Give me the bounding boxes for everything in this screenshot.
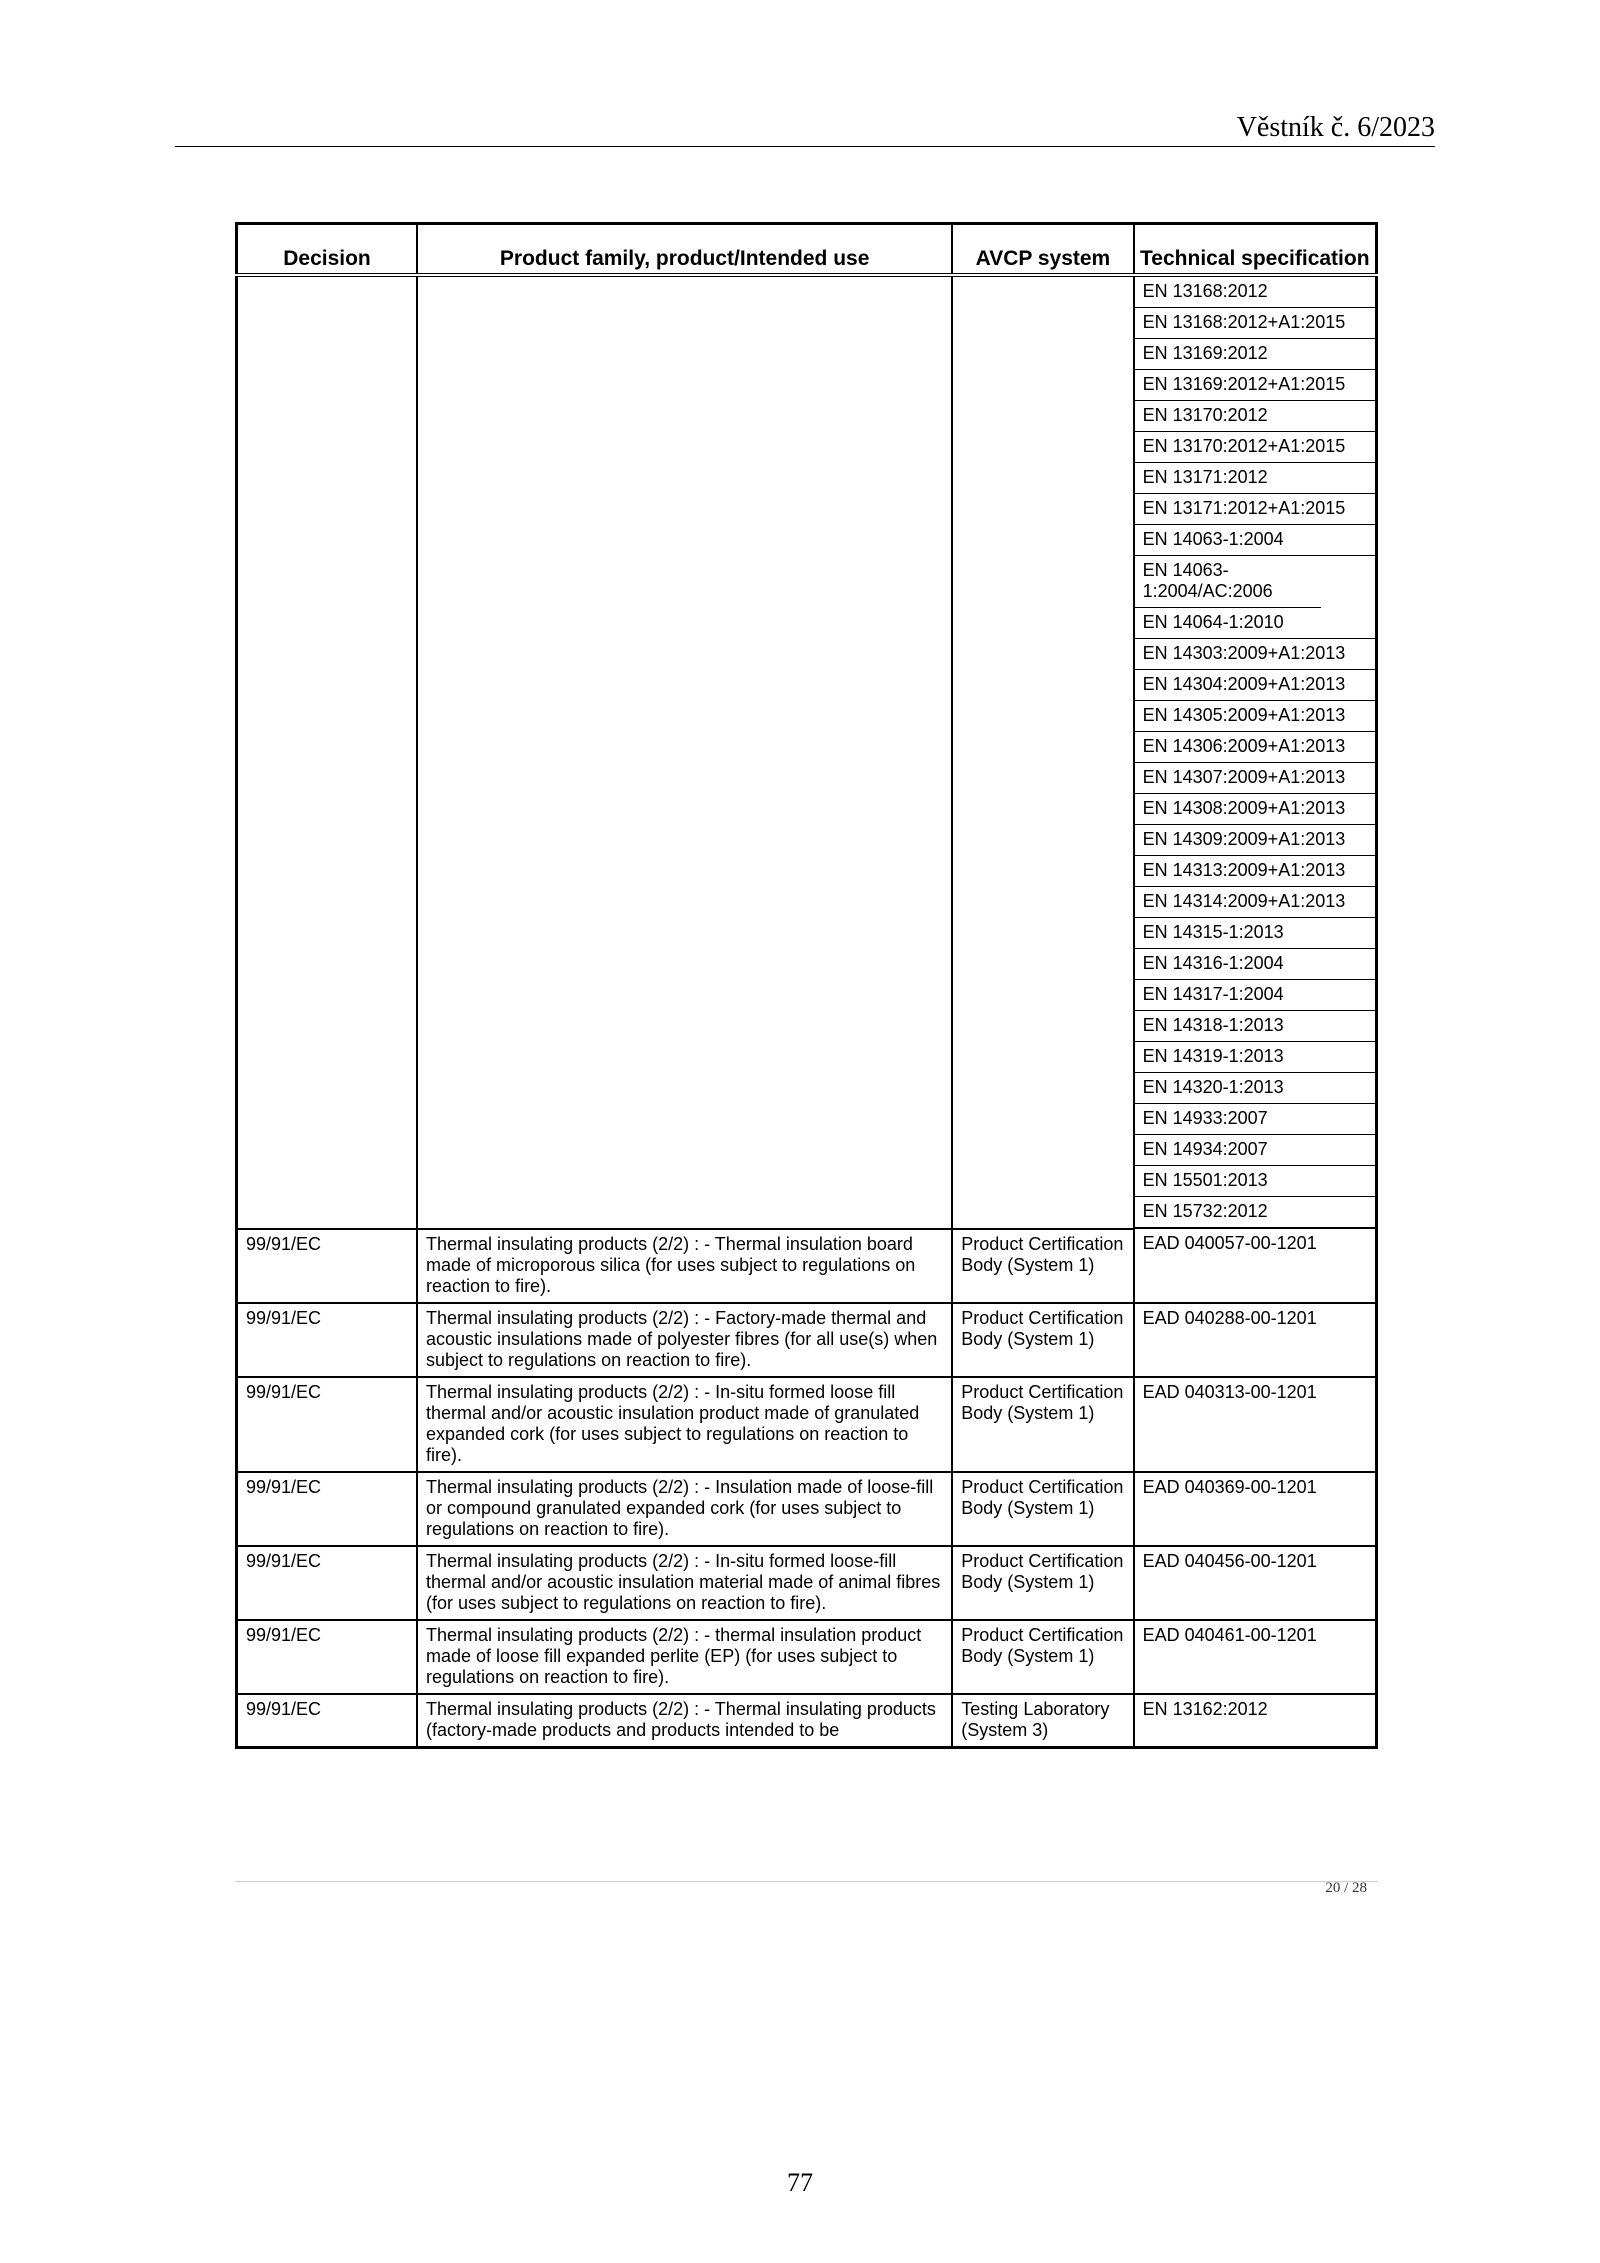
table-row	[237, 1546, 1377, 1620]
product-cell: Thermal insulating products (2/2) : - In-situ formed loose fill thermal and/or acoustic insulation product made of granulated expanded cork (for uses subject to regulations on reaction to fire).	[417, 1377, 952, 1472]
spec-list-item: EN 14320-1:2013	[1135, 1073, 1375, 1104]
product-cell: Thermal insulating products (2/2) : - Thermal insulating products (factory-made products and products intended to be	[417, 1694, 952, 1748]
spec-list-item: EN 14306:2009+A1:2013	[1135, 732, 1375, 763]
spec-list-item: EN 14318-1:2013	[1135, 1011, 1375, 1042]
spec-list-item: EN 14315-1:2013	[1135, 918, 1375, 949]
spec-list-item: EN 13171:2012+A1:2015	[1135, 494, 1375, 525]
spec-list-item: EN 14303:2009+A1:2013	[1135, 639, 1375, 670]
continued-row	[237, 275, 1377, 1229]
spec-list-item: EN 13168:2012+A1:2015	[1135, 308, 1375, 339]
column-header-avcp: AVCP system	[952, 224, 1133, 276]
column-header-technical-specification: Technical specification	[1134, 224, 1377, 276]
spec-cell: EAD 040057-00-1201	[1134, 1229, 1377, 1303]
spec-list-item: EN 14309:2009+A1:2013	[1135, 825, 1375, 856]
spec-list-item: EN 15501:2013	[1135, 1166, 1375, 1197]
product-cell: Thermal insulating products (2/2) : - Factory-made thermal and acoustic insulations made of polyester fibres (for all use(s) when subject to regulations on reaction to fire).	[417, 1303, 952, 1377]
table-row	[237, 1377, 1377, 1472]
spec-list-item: EN 14063-1:2004/AC:2006	[1135, 556, 1321, 608]
avcp-cell: Testing Laboratory (System 3)	[952, 1694, 1133, 1748]
spec-cell: EN 13162:2012	[1134, 1694, 1377, 1748]
spec-list-item: EN 14316-1:2004	[1135, 949, 1375, 980]
product-cell: Thermal insulating products (2/2) : - thermal insulation product made of loose fill expanded perlite (EP) (for uses subject to regulations on reaction to fire).	[417, 1620, 952, 1694]
spec-list-item: EN 14308:2009+A1:2013	[1135, 794, 1375, 825]
continued-product-cell	[417, 275, 952, 1229]
avcp-cell: Product Certification Body (System 1)	[952, 1377, 1133, 1472]
continued-spec-list	[1134, 275, 1377, 1229]
decision-cell: 99/91/EC	[237, 1377, 418, 1472]
table-row	[237, 1694, 1377, 1748]
spec-cell: EAD 040456-00-1201	[1134, 1546, 1377, 1620]
decision-cell: 99/91/EC	[237, 1303, 418, 1377]
header-divider	[175, 146, 1435, 147]
spec-cell: EAD 040288-00-1201	[1134, 1303, 1377, 1377]
table-header-row	[237, 224, 1377, 276]
spec-list-item: EN 13170:2012+A1:2015	[1135, 432, 1375, 463]
spec-list-item: EN 14314:2009+A1:2013	[1135, 887, 1375, 918]
table-row	[237, 1303, 1377, 1377]
spec-cell: EAD 040461-00-1201	[1134, 1620, 1377, 1694]
spec-list-item: EN 14307:2009+A1:2013	[1135, 763, 1375, 794]
avcp-cell: Product Certification Body (System 1)	[952, 1472, 1133, 1546]
continued-decision-cell	[237, 275, 418, 1229]
continued-avcp-cell	[952, 275, 1133, 1229]
decision-cell: 99/91/EC	[237, 1620, 418, 1694]
product-cell: Thermal insulating products (2/2) : - Thermal insulation board made of microporous silica (for uses subject to regulations on reaction to fire).	[417, 1229, 952, 1303]
table-row	[237, 1620, 1377, 1694]
specification-table	[235, 222, 1378, 1749]
spec-list-item: EN 13168:2012	[1135, 277, 1375, 308]
column-header-decision: Decision	[237, 224, 418, 276]
document-header-title: Věstník č. 6/2023	[1236, 112, 1435, 143]
spec-list-item: EN 14304:2009+A1:2013	[1135, 670, 1375, 701]
footer-page-count: 20 / 28	[1325, 1880, 1367, 1896]
avcp-cell: Product Certification Body (System 1)	[952, 1229, 1133, 1303]
page-number: 77	[787, 2168, 813, 2197]
avcp-cell: Product Certification Body (System 1)	[952, 1620, 1133, 1694]
footer-divider	[235, 1881, 1378, 1882]
product-cell: Thermal insulating products (2/2) : - Insulation made of loose-fill or compound granulated expanded cork (for uses subject to regulations on reaction to fire).	[417, 1472, 952, 1546]
avcp-cell: Product Certification Body (System 1)	[952, 1303, 1133, 1377]
avcp-cell: Product Certification Body (System 1)	[952, 1546, 1133, 1620]
spec-cell: EAD 040313-00-1201	[1134, 1377, 1377, 1472]
spec-list-item: EN 13169:2012+A1:2015	[1135, 370, 1375, 401]
decision-cell: 99/91/EC	[237, 1229, 418, 1303]
spec-list-item: EN 13170:2012	[1135, 401, 1375, 432]
spec-list-item: EN 13169:2012	[1135, 339, 1375, 370]
spec-list-item: EN 13171:2012	[1135, 463, 1375, 494]
spec-list-item: EN 14313:2009+A1:2013	[1135, 856, 1375, 887]
spec-list-item: EN 14305:2009+A1:2013	[1135, 701, 1375, 732]
product-cell: Thermal insulating products (2/2) : - In-situ formed loose-fill thermal and/or acoustic insulation material made of animal fibres (for uses subject to regulations on reaction to fire).	[417, 1546, 952, 1620]
spec-list-item: EN 14319-1:2013	[1135, 1042, 1375, 1073]
spec-list-item: EN 14063-1:2004	[1135, 525, 1375, 556]
decision-cell: 99/91/EC	[237, 1546, 418, 1620]
spec-list-item: EN 14064-1:2010	[1135, 608, 1375, 639]
spec-list-item: EN 14933:2007	[1135, 1104, 1375, 1135]
spec-list-item: EN 14317-1:2004	[1135, 980, 1375, 1011]
table-row	[237, 1472, 1377, 1546]
column-header-product: Product family, product/Intended use	[417, 224, 952, 276]
decision-cell: 99/91/EC	[237, 1694, 418, 1748]
table-row	[237, 1229, 1377, 1303]
decision-cell: 99/91/EC	[237, 1472, 418, 1546]
spec-cell: EAD 040369-00-1201	[1134, 1472, 1377, 1546]
spec-list-item: EN 14934:2007	[1135, 1135, 1375, 1166]
spec-list-item: EN 15732:2012	[1135, 1197, 1375, 1229]
